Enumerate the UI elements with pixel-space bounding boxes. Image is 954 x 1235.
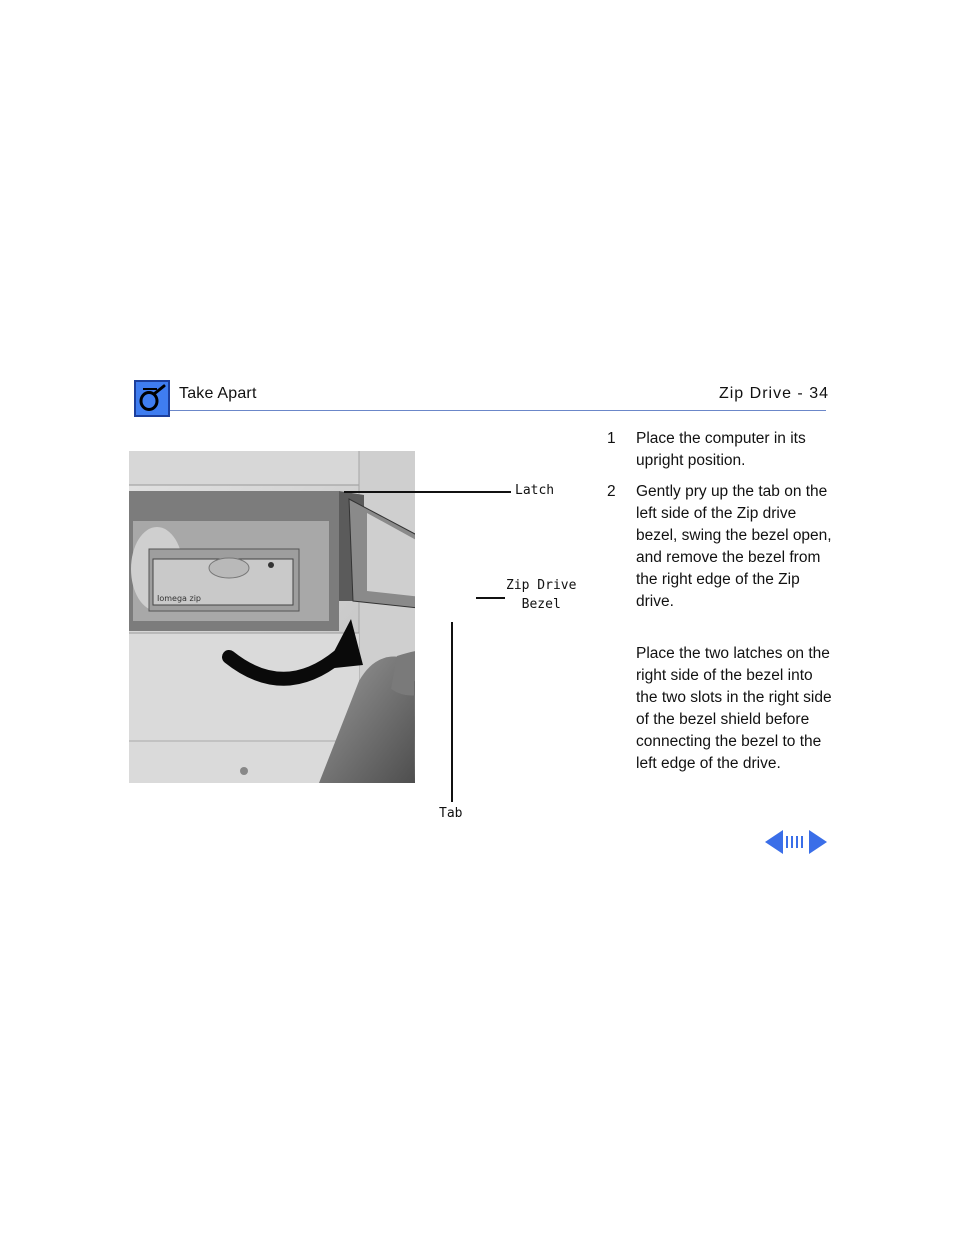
screwdriver-manual-icon (134, 380, 170, 417)
zip-drive-bezel-photo (129, 451, 415, 783)
step-item (607, 481, 837, 613)
instruction-steps (607, 428, 837, 622)
drive-label: Iomega zip (157, 594, 201, 603)
next-page-arrow-icon[interactable] (809, 830, 827, 854)
step-text: Gently pry up the tab on the left side of the Zip drive bezel, swing the bezel open, and remove the bezel from the right edge of the Zip drive. (636, 483, 832, 610)
reassembly-note: Place the two latches on the right side of the bezel into the two slots in the right side of the bezel shield before connecting the bezel to the left edge of the drive. (636, 645, 832, 772)
bezel-callout-line2: Bezel (521, 597, 561, 612)
tab-leader-line (451, 622, 453, 802)
prev-page-arrow-icon[interactable] (765, 830, 783, 854)
bezel-callout-line1: Zip Drive (506, 578, 577, 593)
section-title: Take Apart (179, 385, 257, 402)
prev-next-arrows-icon[interactable] (765, 830, 827, 854)
bezel-leader-line (476, 597, 505, 599)
latch-callout: Latch (515, 483, 555, 498)
page-reference: Zip Drive - 34 (718, 385, 829, 402)
header-divider (170, 410, 826, 411)
step-text: Place the computer in its upright position. (636, 430, 806, 469)
zip-drive-bezel-callout (506, 576, 576, 614)
tab-callout: Tab (439, 806, 463, 821)
latch-leader-line (344, 491, 511, 493)
step-number: 1 (607, 430, 616, 447)
step-number: 2 (607, 483, 616, 500)
step-item (607, 428, 837, 472)
